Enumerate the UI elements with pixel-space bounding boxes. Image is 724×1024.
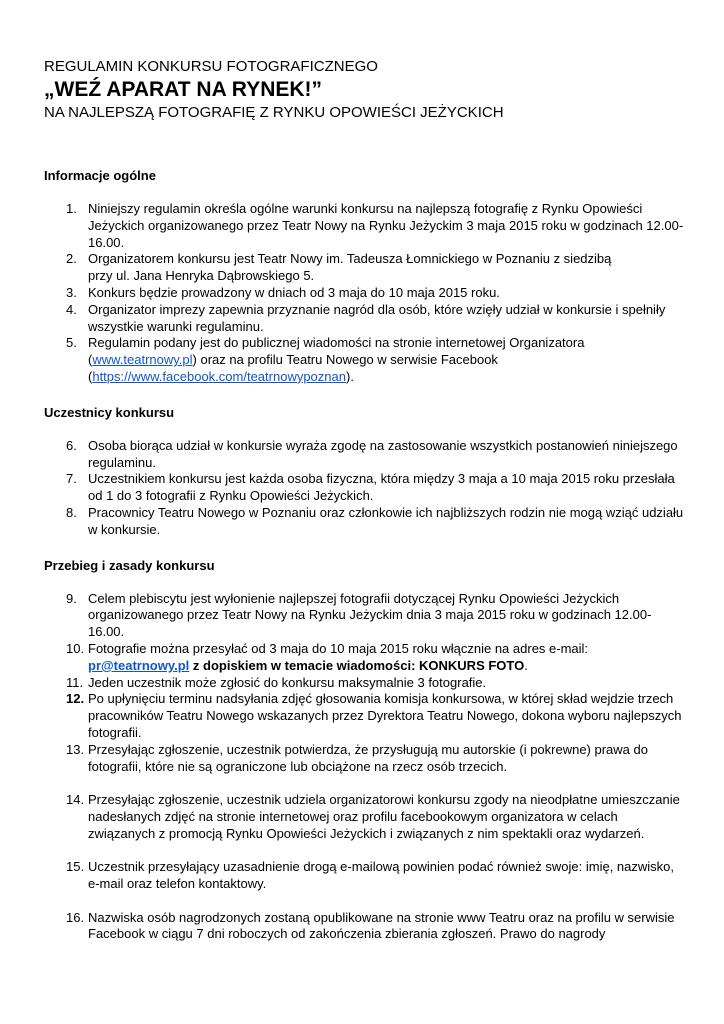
rule-item-6 [44, 438, 684, 472]
rule-number: 3. [66, 284, 77, 300]
rules-list-procedure [44, 591, 684, 944]
rule-number: 15. [66, 859, 85, 875]
rule-number: 4. [66, 301, 77, 317]
section-heading-general: Informacje ogólne [44, 168, 156, 183]
rule-number: 1. [66, 201, 77, 216]
rule-item-11 [44, 675, 684, 692]
rule-item-13 [44, 742, 684, 776]
rule-number: 13. [66, 741, 85, 757]
rule-text: Uczestnik przesyłający uzasadnienie drogą e-mailową powinien podać również swoje: imię, nazwisko, e-mail oraz telefon kontaktowy. [88, 859, 675, 892]
rule-number: 2. [66, 251, 77, 267]
email-subject-note: z dopiskiem w temacie wiadomości: KONKURS FOTO [189, 657, 525, 673]
rule-item-4 [44, 302, 684, 336]
regulation-title: REGULAMIN KONKURSU FOTOGRAFICZNEGO [44, 58, 378, 75]
rule-text: Organizator imprezy zapewnia przyznanie nagród dla osób, które wzięły udział w konkursie i spełniły wszystkie warunki regulaminu. [88, 301, 666, 334]
rule-item-10 [44, 641, 684, 675]
rule-item-9 [44, 591, 684, 641]
rule-item-14 [44, 792, 684, 842]
facebook-link[interactable]: https://www.facebook.com/teatrnowypoznan [92, 368, 346, 384]
rule-item-7 [44, 471, 684, 505]
rule-item-15 [44, 859, 684, 893]
rule-text-continuation: przy ul. Jana Henryka Dąbrowskiego 5. [88, 268, 315, 284]
rule-text: Osoba biorąca udział w konkursie wyraża zgodę na zastosowanie wszystkich postanowień niniejszego regulaminu. [88, 437, 678, 470]
rules-list-participants [44, 438, 684, 539]
rule-number: 5. [66, 335, 77, 351]
rule-number: 9. [66, 590, 77, 606]
rule-text-middle: ) oraz na profilu Teatru Nowego w serwisie Facebook ( [88, 352, 498, 384]
rule-number: 7. [66, 471, 77, 487]
section-heading-rules: Przebieg i zasady konkursu [44, 557, 215, 573]
rule-text-end: . [524, 657, 528, 673]
contest-name: „WEŹ APARAT NA RYNEK!” [44, 78, 323, 101]
rule-item-8 [44, 505, 684, 539]
rule-text: Organizatorem konkursu jest Teatr Nowy im. Tadeusza Łomnickiego w Poznaniu z siedzibą [88, 251, 612, 267]
rule-text: Regulamin podany jest do publicznej wiadomości na stronie internetowej Organizatora ( [88, 335, 585, 368]
rule-text-end: ). [345, 368, 354, 384]
email-link[interactable]: pr@teatrnowy.pl [88, 657, 190, 673]
contest-subtitle: NA NAJLEPSZĄ FOTOGRAFIĘ Z RYNKU OPOWIEŚCI JEŻYCKICH [44, 104, 504, 121]
rule-text: Jeden uczestnik może zgłosić do konkursu maksymalnie 3 fotografie. [88, 674, 487, 690]
rule-text: Nazwiska osób nagrodzonych zostaną opublikowane na stronie www Teatru oraz na profilu w serwisie Facebook w ciągu 7 dni roboczych od zakończenia zbierania zgłoszeń. Prawo do nagrody [88, 909, 675, 942]
rule-text: Po upłynięciu terminu nadsyłania zdjęć głosowania komisja konkursowa, w której skład wejdzie trzech pracowników Teatru Nowego wskazanych przez Dyrektora Teatru Nowego, dokona wyboru najlepszych fotografii. [88, 691, 682, 740]
section-heading-participants: Uczestnicy konkursu [44, 404, 175, 420]
rule-number: 6. [66, 437, 77, 453]
rule-number: 16. [66, 909, 85, 925]
rule-number: 11. [66, 674, 84, 690]
rule-text: Celem plebiscytu jest wyłonienie najlepszej fotografii dotyczącej Rynku Opowieści Jeżyckich organizowanego przez Teatr Nowy na Rynku Jeżyckim dnia 3 maja 2015 roku w godzinach 12.00-16.00. [88, 590, 652, 640]
rule-number: 10. [66, 640, 85, 656]
rule-item-2 [44, 251, 684, 285]
rule-text: Fotografie można przesyłać od 3 maja do 10 maja 2015 roku włącznie na adres e-mail: [88, 640, 589, 656]
rule-text: Konkurs będzie prowadzony w dniach od 3 maja do 10 maja 2015 roku. [88, 284, 500, 300]
rules-list-general [44, 201, 684, 386]
rule-number: 14. [66, 792, 85, 808]
rule-text: Przesyłając zgłoszenie, uczestnik udziela organizatorowi konkursu zgody na nieodpłatne umieszczanie nadesłanych zdjęć na stronie internetowej oraz profilu facebookowym organizatora w celach związanych z promocją Rynku Opowieści Jeżyckich i związanych z nim spektakli oraz wydarzeń. [88, 792, 680, 841]
rule-text: Niniejszy regulamin określa ogólne warunki konkursu na najlepszą fotografię z Rynku Opowieści Jeżyckich organizowanego przez Teatr Nowy na Rynku Jeżyckim 3 maja 2015 roku w godzinach 12.00-16.00. [88, 201, 684, 250]
rule-number: 8. [66, 504, 77, 520]
rule-item-3 [44, 285, 684, 302]
rule-text: Uczestnikiem konkursu jest każda osoba fizyczna, która między 3 maja a 10 maja 2015 roku przesłała od 1 do 3 fotografii z Rynku Opowieści Jeżyckich. [88, 471, 675, 504]
rule-number: 12. [66, 691, 85, 707]
rule-item-16 [44, 910, 684, 944]
rule-text: Przesyłając zgłoszenie, uczestnik potwierdza, że przysługują mu autorskie (i pokrewne) prawa do fotografii, które nie są ograniczone lub obciążone na rzecz osób trzecich. [88, 741, 648, 774]
rule-item-12 [44, 691, 684, 741]
rule-item-5 [44, 335, 684, 385]
website-link[interactable]: www.teatrnowy.pl [92, 352, 193, 368]
rule-item-1 [44, 201, 684, 251]
rule-text: Pracownicy Teatru Nowego w Poznaniu oraz członkowie ich najbliższych rodzin nie mogą wziąć udziału w konkursie. [88, 504, 684, 537]
